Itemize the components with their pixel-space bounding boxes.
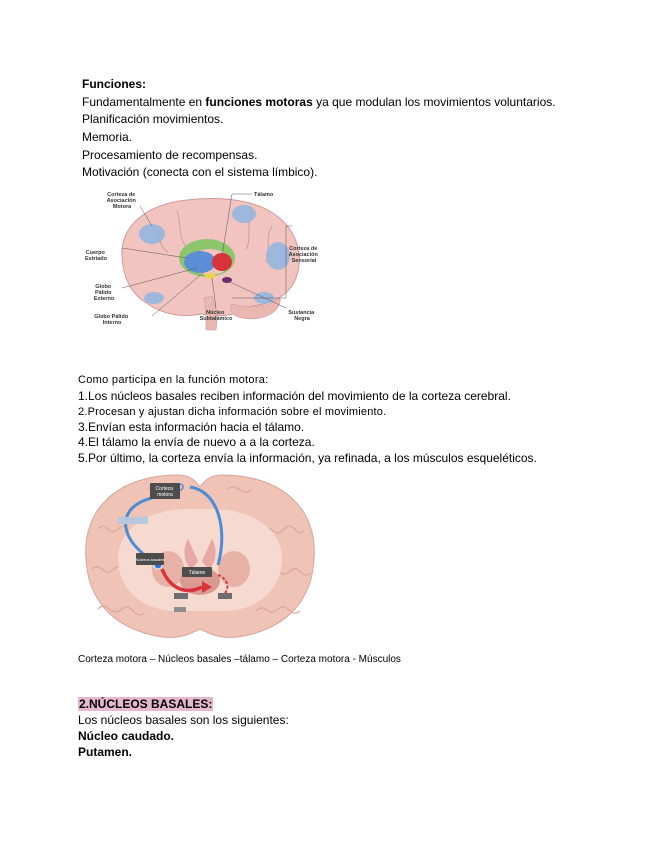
label-talamo: Tálamo (254, 192, 274, 198)
label-globo-palido-externo: Globo Pálido Externo (93, 284, 115, 302)
label-talamo-coronal: Tálamo (188, 570, 206, 576)
motor-title: Como participa en la función motora: (78, 374, 269, 386)
funciones-intro-post: ya que modulan los movimientos voluntarios. (312, 95, 556, 109)
label-sustancia-negra: Sustancia Negra (288, 310, 315, 322)
basal-ganglia-brain-figure (82, 186, 326, 332)
funciones-item: Procesamiento de recompensas. (82, 148, 258, 162)
motor-step: 3.Envían esta información hacia el tálamo. (78, 420, 305, 434)
motor-step: 5.Por último, la corteza envía la información, ya refinada, a los músculos esqueléticos. (78, 451, 537, 465)
label-cuerpo-estriado: Cuerpo Estriado (84, 250, 108, 262)
section2-item: Núcleo caudado. (78, 729, 175, 743)
motor-step: 4.El tálamo la envía de nuevo a a la corteza. (78, 435, 315, 449)
funciones-item: Motivación (conecta con el sistema límbico). (82, 165, 318, 179)
funciones-item: Memoria. (82, 130, 133, 144)
coronal-caption: Corteza motora – Núcleos basales –tálamo – Corteza motora - Músculos (78, 654, 401, 665)
label-corteza-asociacion-sensorial: Corteza de Asociación Sensorial (288, 246, 318, 264)
section2-heading-wrap (78, 697, 213, 712)
motor-loop-brain-figure (78, 469, 322, 645)
motor-step: 1.Los núcleos basales reciben información del movimiento de la corteza cerebral. (78, 389, 511, 403)
funciones-intro-bold: funciones motoras (205, 95, 313, 109)
label-corteza-asociacion-motora: Corteza de Asociación Motora (106, 192, 136, 210)
section2-heading: 2.NÚCLEOS BASALES: (79, 697, 213, 711)
funciones-intro-pre: Fundamentalmente en (82, 95, 206, 109)
funciones-heading: Funciones: (82, 77, 147, 91)
funciones-intro (82, 95, 556, 110)
label-nucleo-subtalamico: Núcleo Subtalámico (199, 310, 233, 322)
motor-step: 2.Procesan y ajustan dicha información sobre el movimiento. (78, 406, 387, 418)
section2-intro: Los núcleos basales son los siguientes: (78, 713, 289, 727)
label-corteza-motora: Corteza motora (155, 486, 174, 498)
funciones-item: Planificación movimientos. (82, 112, 224, 126)
label-nucleos-basales: Núcleos basales (135, 557, 165, 562)
section2-item: Putamen. (78, 745, 133, 759)
label-globo-palido-interno: Globo Pálido Interno (94, 314, 129, 326)
